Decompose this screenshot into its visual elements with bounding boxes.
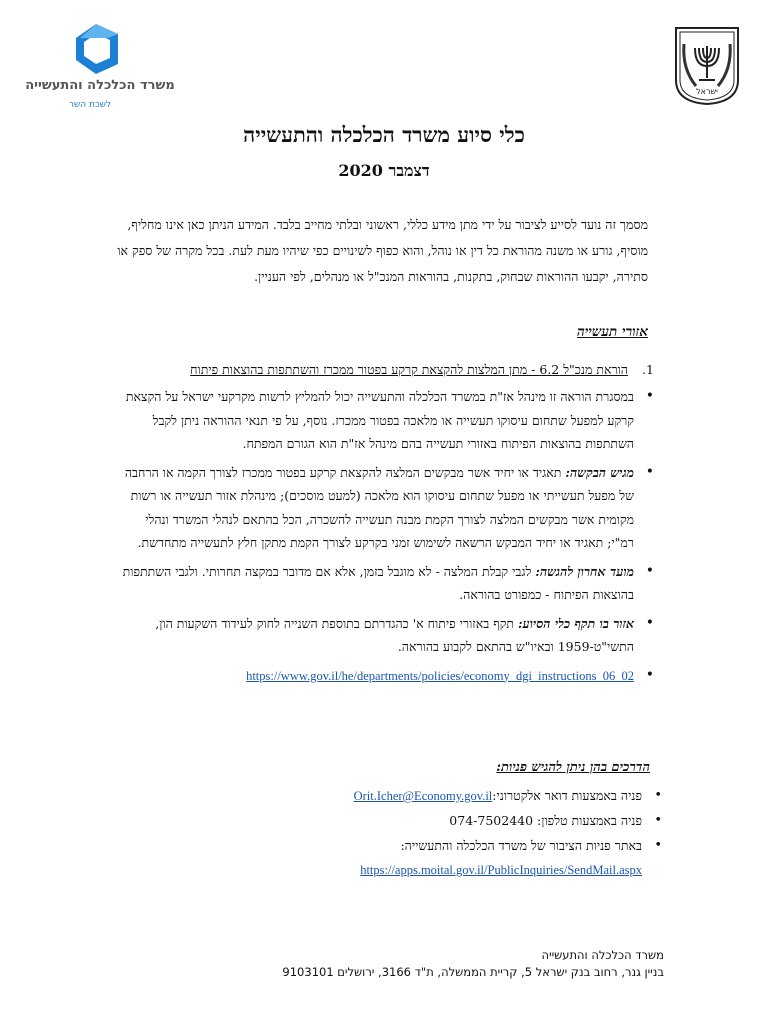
email-label: פניה באמצעות דואר אלקטרוני: — [492, 788, 642, 803]
footer-address — [282, 947, 664, 981]
section-heading: אזורי תעשייה — [576, 324, 648, 340]
document-title: כלי סיוע משרד הכלכלה והתעשייה — [243, 122, 525, 147]
inquiries-link[interactable]: https://apps.moital.gov.il/PublicInquiries/SendMail.aspx — [360, 863, 642, 877]
item-number: 1. — [642, 362, 654, 377]
list-item — [110, 809, 654, 833]
phone-label: פניה באמצעות טלפון: — [537, 813, 642, 828]
contact-heading: הדרכים בהן ניתן להגיש פניות: — [496, 760, 650, 775]
bullet-text: במסגרת הוראה זו מינהל אז"ת במשרד הכלכלה והתעשייה יכול להמליץ לרשות מקרקעי ישראל על הקצאת קרקע למפעל שתחום עיסוקו תעשייה או מלאכה בפטור ממכרז. נוסף, על פי תנאי ההוראה ניתן לקבל השתתפות בהוצאות הפיתוח באזורי תעשייה בהם מינהל אז"ת הוא הגורם המפתח. — [125, 389, 634, 451]
disclaimer-paragraph: מסמך זה נועד לסייע לציבור על ידי מתן מידע כללי, ראשוני ובלתי מחייב בלבד. המידע הניתן כאן אינו מחליף, מוסיף, גורע או משנה מהוראת כל דין או נוהל, והוא כפוף לשינויים כפי שיהיו מעת לעת. בכל מקרה של ספק או סתירה, יקבעו ההוראות שבחוק, בתקנות, בהוראות המנכ"ל או מנהלים, לפי העניין. — [117, 217, 648, 284]
document-date: דצמבר 2020 — [338, 161, 430, 180]
bullet-label: אזור בו תקף כלי הסיוע: — [518, 615, 634, 631]
details-list — [122, 385, 648, 693]
bullet-text: תאגיד או יחיד אשר מבקשים המלצה להקצאת קרקע בפטור ממכרז לצורך הקמה או הרחבה של מפעל תעשייתי או מפעל שתחום עיסוקו הוא מלאכה (למעט מוסכים); מינהלת אזור תעשייה או רשות מקומית אשר מבקשים המלצה לצורך הקמת מבנה תעשייה להשכרה, הכל בהתאם לנהלי המשרד ונהלי רמ"י; תאגיד או יחיד המבקש הרשאה לשימוש זמני בקרקע לצורך הקמת מתקן חלץ לתעשייה מתחדשת. — [124, 464, 634, 550]
list-item — [110, 784, 654, 808]
state-emblem-icon — [672, 24, 742, 106]
ministry-slogan: לשכת השר — [68, 100, 112, 110]
list-item — [122, 664, 648, 689]
footer-address-line: בניין גנר, רחוב בנק ישראל 5, קריית הממשלה, ת"ד 3166, ירושלים 9103101 — [282, 965, 664, 979]
footer-org: משרד הכלכלה והתעשייה — [541, 948, 664, 962]
item-title: הוראת מנכ"ל 6.2 - מתן המלצות להקצאת קרקע בפטור ממכרז והשתתפות בהוצאות פיתוח — [190, 362, 628, 377]
bullet-text: תקף באזורי פיתוח א' כהגדרתם בתוספת השנייה לחוק לעידוד השקעות הון, התשי"ט-1959 ובאיו"ש בהתאם לקבוע בהוראה. — [155, 615, 634, 654]
instruction-link[interactable]: https://www.gov.il/he/departments/policies/economy_dgi_instructions_06_02 — [246, 668, 634, 683]
phone-number: 074-7502440 — [449, 813, 534, 828]
bullet-label: מועד אחרון להגשה: — [535, 563, 634, 579]
email-link[interactable]: Orit.Icher@Economy.gov.il — [353, 789, 493, 803]
site-label: באתר פניות הציבור של משרד הכלכלה והתעשייה: — [400, 838, 642, 853]
ministry-name: משרד הכלכלה והתעשייה — [25, 78, 175, 93]
list-item — [122, 461, 648, 555]
list-item — [122, 560, 648, 607]
list-item — [122, 385, 648, 456]
bullet-text: לגבי קבלת המלצה - לא מוגבל בזמן, אלא אם מדובר במקצה תחרותי. ולגבי השתתפות בהוצאות הפיתוח - כמפורט בהוראה. — [122, 563, 634, 602]
ministry-logo — [20, 20, 180, 120]
list-item — [122, 612, 648, 659]
contact-list — [110, 784, 654, 883]
list-item — [110, 834, 654, 882]
emblem-text: ישראל — [696, 87, 718, 96]
bullet-label: מגיש הבקשה: — [565, 464, 634, 480]
ministry-logo-icon — [20, 20, 180, 80]
